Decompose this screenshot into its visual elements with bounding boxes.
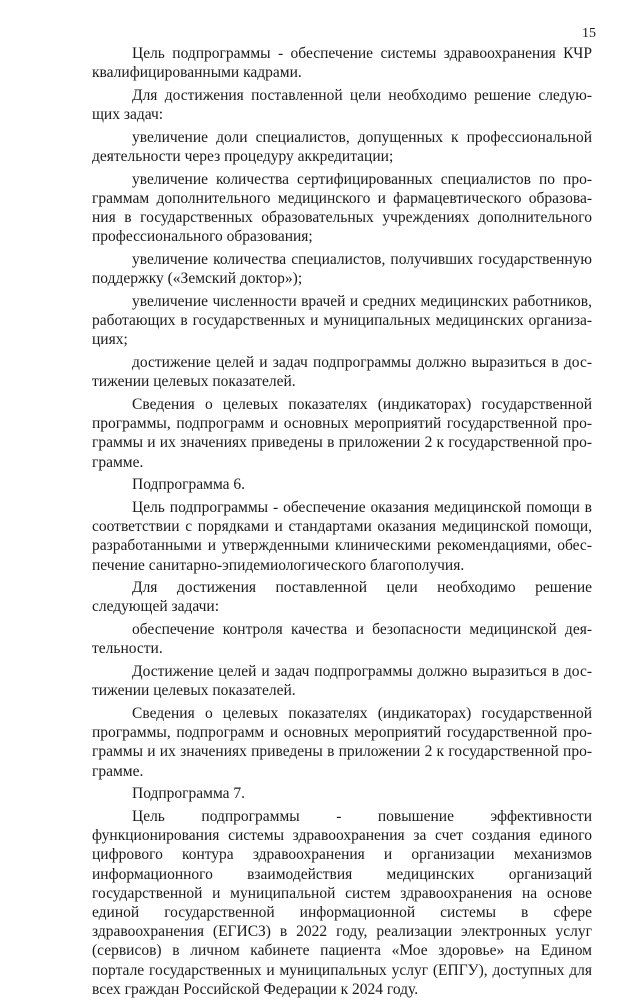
subprogram-6-heading: Подпрограмма 6. (132, 476, 246, 494)
paragraph-goal-6: Цель подпрограммы - обеспечение оказания медицинской помощи в соответствии с порядками и стандартами оказания медицинской помощи, разработанными и утвержденными клиническими рекомендациями, обеспечение санитарно-эпидемиологического благополучия. (92, 498, 592, 574)
paragraph-outcome-6: Достижение целей и задач подпрограммы должно выразиться в достижении целевых показателей. (92, 663, 592, 700)
page-number: 15 (582, 26, 596, 41)
paragraph-indicators-6: Сведения о целевых показателях (индикаторах) государственной программы, подпрограмм и основных мероприятий государственной программы и их значениях приведены в приложении 2 к государственной программе. (92, 705, 592, 780)
paragraph-task-quality-control: обеспечение контроля качества и безопасности медицинской деятельности. (92, 621, 592, 658)
paragraph-tasks-intro-5: Для достижения поставленной цели необходимо решение следующих задач: (92, 86, 592, 124)
paragraph-task-zemsky-doctor: увеличение количества специалистов, получивших государственную поддержку («Земский доктор»); (92, 251, 592, 288)
paragraph-outcome-5: достижение целей и задач подпрограммы должно выразиться в достижении целевых показателей. (92, 354, 592, 391)
paragraph-task-certified-specialists: увеличение количества сертифицированных специалистов по программам дополнительного медицинского и фармацевтического образования в государственных образовательных учреждениях дополнительного профессионального образования; (92, 170, 592, 246)
paragraph-task-accreditation: увеличение доли специалистов, допущенных к профессиональной деятельности через процедуру аккредитации; (92, 128, 592, 166)
paragraph-indicators-5: Сведения о целевых показателях (индикаторах) государственной программы, подпрограмм и основных мероприятий государственной программы и их значениях приведены в приложении 2 к государственной программе. (92, 395, 592, 471)
paragraph-goal-5: Цель подпрограммы - обеспечение системы здравоохранения КЧР квалифицированными кадрами. (92, 45, 592, 82)
page-body (92, 44, 592, 1003)
paragraph-goal-7: Цель подпрограммы - повышение эффективности функционирования системы здравоохранения за счет создания единого цифрового контура здравоохранения и организации механизмов информационного взаимодействия медицинских организаций государственной и муниципальной систем здравоохранения на основе единой государственной информационной системы в сфере здравоохранения (ЕГИСЗ) в 2022 году, реализации электронных услуг (сервисов) в личном кабинете пациента «Мое здоровье» на Едином портале государственных и муниципальных услуг (ЕПГУ), доступных для всех граждан Российской Федерации к 2024 году. (92, 808, 592, 998)
paragraph-task-staff-numbers: увеличение численности врачей и средних медицинских работников, работающих в государственных и муниципальных медицинских организациях; (92, 292, 592, 349)
paragraph-tasks-intro-6: Для достижения поставленной цели необходимо решение следующей задачи: (92, 579, 592, 616)
subprogram-7-heading: Подпрограмма 7. (132, 785, 246, 803)
